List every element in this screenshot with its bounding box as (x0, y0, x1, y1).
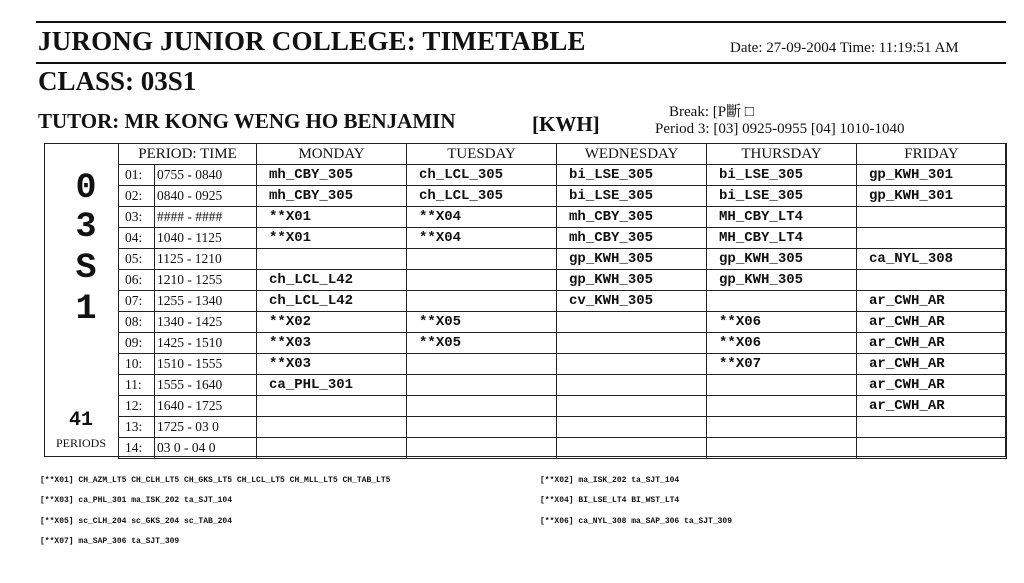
cell-monday: ch_LCL_L42 (257, 291, 407, 312)
cell-monday: **X03 (257, 354, 407, 375)
col-header-thursday: THURSDAY (707, 144, 857, 165)
table-row (119, 249, 1007, 270)
cell-wednesday: gp_KWH_305 (557, 249, 707, 270)
cell-wednesday (557, 375, 707, 396)
cell-friday (857, 207, 1007, 228)
period-time: 1210 - 1255 (155, 270, 257, 291)
cell-tuesday (407, 270, 557, 291)
cell-thursday: gp_KWH_305 (707, 249, 857, 270)
tutor-code: [KWH] (532, 112, 600, 136)
cell-wednesday: mh_CBY_305 (557, 207, 707, 228)
cell-thursday (707, 438, 857, 459)
period-time: #### - #### (155, 207, 257, 228)
cell-friday: ar_CWH_AR (857, 354, 1007, 375)
period3-info: Period 3: [03] 0925-0955 [04] 1010-1040 (655, 121, 905, 137)
footnote-x01: [**X01] CH_AZM_LT5 CH_CLH_LT5 CH_GKS_LT5 CH_LCL_LT5 CH_MLL_LT5 CH_TAB_LT5 (40, 476, 391, 485)
col-header-tuesday: TUESDAY (407, 144, 557, 165)
cell-monday (257, 417, 407, 438)
class-char: 0 (75, 168, 97, 208)
table-row (119, 207, 1007, 228)
period-number: 12: (119, 396, 155, 417)
cell-monday (257, 438, 407, 459)
table-row (119, 291, 1007, 312)
period-time: 1340 - 1425 (155, 312, 257, 333)
cell-friday: ar_CWH_AR (857, 312, 1007, 333)
cell-friday: gp_KWH_301 (857, 186, 1007, 207)
cell-wednesday (557, 354, 707, 375)
col-header-monday: MONDAY (257, 144, 407, 165)
footnote-x06: [**X06] ca_NYL_308 ma_SAP_306 ta_SJT_309 (540, 517, 733, 526)
cell-wednesday (557, 333, 707, 354)
cell-monday: ca_PHL_301 (257, 375, 407, 396)
period-number: 14: (119, 438, 155, 459)
cell-monday: mh_CBY_305 (257, 186, 407, 207)
period-number: 04: (119, 228, 155, 249)
page-title: JURONG JUNIOR COLLEGE: TIMETABLE (38, 26, 586, 56)
footnote-x02: [**X02] ma_ISK_202 ta_SJT_104 (540, 476, 680, 485)
table-row (119, 396, 1007, 417)
header-bottom-rule (36, 62, 1006, 64)
cell-tuesday: **X04 (407, 228, 557, 249)
table-row (119, 165, 1007, 186)
cell-monday: ch_LCL_L42 (257, 270, 407, 291)
footnote-x03: [**X03] ca_PHL_301 ma_ISK_202 ta_SJT_104 (40, 496, 233, 505)
class-char: S (75, 248, 97, 288)
footnote-x07: [**X07] ma_SAP_306 ta_SJT_309 (40, 537, 180, 546)
cell-friday: ar_CWH_AR (857, 375, 1007, 396)
cell-wednesday: bi_LSE_305 (557, 165, 707, 186)
tutor-heading: TUTOR: MR KONG WENG HO BENJAMIN (38, 109, 456, 133)
period-count: 41 (68, 409, 93, 432)
class-heading: CLASS: 03S1 (38, 66, 197, 96)
cell-monday (257, 249, 407, 270)
cell-wednesday (557, 312, 707, 333)
cell-tuesday (407, 354, 557, 375)
cell-tuesday (407, 438, 557, 459)
cell-tuesday (407, 417, 557, 438)
date-time-stamp: Date: 27-09-2004 Time: 11:19:51 AM (730, 40, 959, 56)
cell-tuesday: ch_LCL_305 (407, 186, 557, 207)
footnote-x05: [**X05] sc_CLH_204 sc_GKS_204 sc_TAB_204 (40, 517, 233, 526)
period-time: 1040 - 1125 (155, 228, 257, 249)
cell-wednesday: bi_LSE_305 (557, 186, 707, 207)
cell-wednesday (557, 396, 707, 417)
period-time: 0840 - 0925 (155, 186, 257, 207)
period-time: 1255 - 1340 (155, 291, 257, 312)
cell-friday (857, 417, 1007, 438)
col-header-period: PERIOD: TIME (119, 144, 257, 165)
period-number: 13: (119, 417, 155, 438)
cell-friday (857, 270, 1007, 291)
period-time: 1510 - 1555 (155, 354, 257, 375)
cell-wednesday: gp_KWH_305 (557, 270, 707, 291)
cell-tuesday: **X05 (407, 312, 557, 333)
cell-monday (257, 396, 407, 417)
period-number: 01: (119, 165, 155, 186)
cell-friday (857, 228, 1007, 249)
cell-friday: ar_CWH_AR (857, 291, 1007, 312)
cell-monday: **X01 (257, 207, 407, 228)
cell-wednesday (557, 438, 707, 459)
period-time: 1425 - 1510 (155, 333, 257, 354)
cell-thursday: **X06 (707, 312, 857, 333)
period-time: 1555 - 1640 (155, 375, 257, 396)
cell-friday: ar_CWH_AR (857, 333, 1007, 354)
table-row (119, 312, 1007, 333)
timetable-grid (118, 143, 1007, 459)
cell-friday: ar_CWH_AR (857, 396, 1007, 417)
cell-thursday: MH_CBY_LT4 (707, 228, 857, 249)
cell-monday: **X01 (257, 228, 407, 249)
period-time: 03 0 - 04 0 (155, 438, 257, 459)
period-time: 1125 - 1210 (155, 249, 257, 270)
period-number: 02: (119, 186, 155, 207)
cell-wednesday (557, 417, 707, 438)
table-row (119, 438, 1007, 459)
cell-thursday (707, 417, 857, 438)
cell-thursday (707, 375, 857, 396)
cell-monday: **X03 (257, 333, 407, 354)
table-row (119, 333, 1007, 354)
period-number: 07: (119, 291, 155, 312)
cell-tuesday: ch_LCL_305 (407, 165, 557, 186)
cell-thursday: bi_LSE_305 (707, 165, 857, 186)
table-row (119, 375, 1007, 396)
table-row (119, 417, 1007, 438)
class-char: 3 (75, 207, 97, 247)
periods-label: PERIODS (55, 436, 106, 450)
cell-thursday (707, 291, 857, 312)
cell-tuesday: **X05 (407, 333, 557, 354)
period-time: 0755 - 0840 (155, 165, 257, 186)
period-time: 1725 - 03 0 (155, 417, 257, 438)
class-side-column (44, 143, 118, 457)
col-header-wednesday: WEDNESDAY (557, 144, 707, 165)
cell-wednesday: mh_CBY_305 (557, 228, 707, 249)
cell-tuesday: **X04 (407, 207, 557, 228)
table-row (119, 186, 1007, 207)
col-header-friday: FRIDAY (857, 144, 1007, 165)
cell-friday: gp_KWH_301 (857, 165, 1007, 186)
cell-monday: **X02 (257, 312, 407, 333)
cell-friday: ca_NYL_308 (857, 249, 1007, 270)
period-time: 1640 - 1725 (155, 396, 257, 417)
cell-thursday: gp_KWH_305 (707, 270, 857, 291)
header-top-rule (36, 21, 1006, 23)
period-number: 10: (119, 354, 155, 375)
cell-thursday (707, 396, 857, 417)
cell-friday (857, 438, 1007, 459)
cell-tuesday (407, 396, 557, 417)
cell-tuesday (407, 291, 557, 312)
period-number: 09: (119, 333, 155, 354)
cell-thursday: bi_LSE_305 (707, 186, 857, 207)
cell-thursday: **X06 (707, 333, 857, 354)
class-char: 1 (75, 289, 97, 329)
cell-tuesday (407, 375, 557, 396)
period-number: 08: (119, 312, 155, 333)
period-number: 11: (119, 375, 155, 396)
footnote-x04: [**X04] BI_LSE_LT4 BI_WST_LT4 (540, 496, 680, 505)
cell-wednesday: cv_KWH_305 (557, 291, 707, 312)
cell-tuesday (407, 249, 557, 270)
break-info: Break: [P斷 □ (669, 104, 754, 120)
table-row (119, 354, 1007, 375)
cell-thursday: MH_CBY_LT4 (707, 207, 857, 228)
period-number: 03: (119, 207, 155, 228)
table-row (119, 270, 1007, 291)
table-row (119, 228, 1007, 249)
header-row (119, 144, 1007, 165)
cell-monday: mh_CBY_305 (257, 165, 407, 186)
cell-thursday: **X07 (707, 354, 857, 375)
period-number: 05: (119, 249, 155, 270)
period-number: 06: (119, 270, 155, 291)
